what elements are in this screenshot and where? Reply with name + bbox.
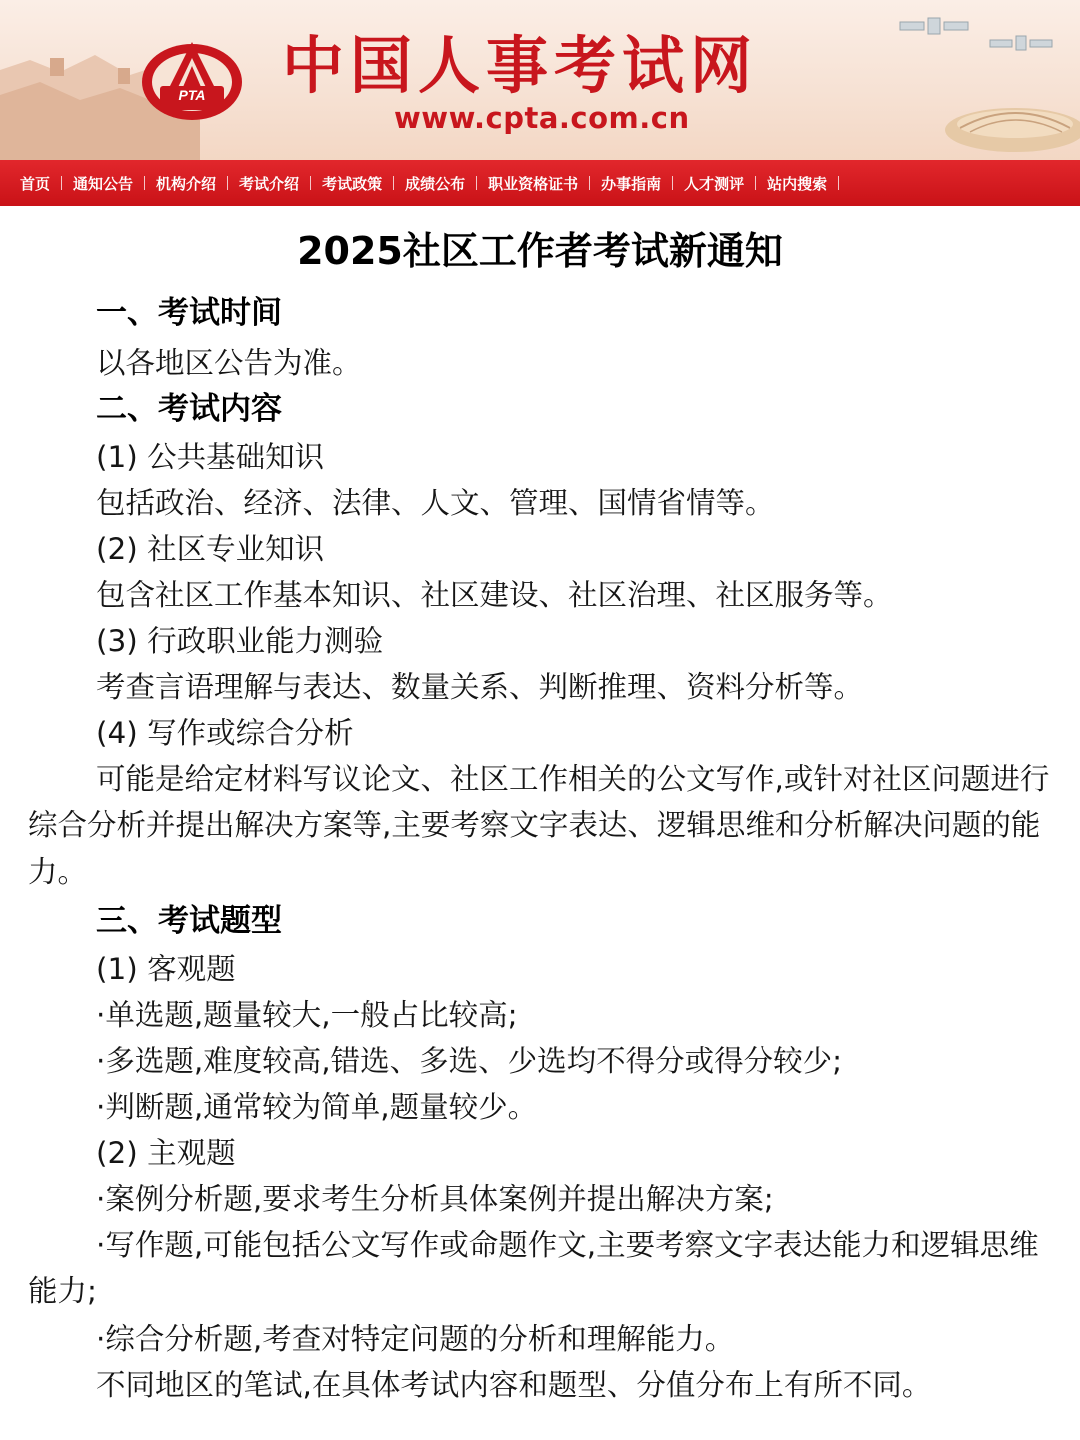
nav-exam-intro[interactable]: 考试介绍 <box>239 173 311 194</box>
bullet-writing: ·写作题,可能包括公文写作或命题作文,主要考察文字表达能力和逻辑思维能力; <box>28 1228 1039 1309</box>
exam-time-text: 以各地区公告为准。 <box>96 346 362 380</box>
bullet-multiple-choice: ·多选题,难度较高,错选、多选、少选均不得分或得分较少; <box>96 1044 843 1078</box>
satellite-stadium-illustration <box>840 0 1080 160</box>
aptitude-test-text: 考查言语理解与表达、数量关系、判断推理、资料分析等。 <box>96 670 864 704</box>
nav-service-guide[interactable]: 办事指南 <box>601 173 673 194</box>
subheading-subjective: (2) 主观题 <box>96 1136 236 1170</box>
nav-home[interactable]: 首页 <box>20 173 62 194</box>
community-knowledge-text: 包含社区工作基本知识、社区建设、社区治理、社区服务等。 <box>96 578 893 612</box>
logo-text: PTA <box>178 87 206 103</box>
subheading-objective: (1) 客观题 <box>96 952 236 986</box>
subheading-writing: (4) 写作或综合分析 <box>96 716 354 750</box>
main-navigation <box>0 160 1080 206</box>
section-heading-question-types: 三、考试题型 <box>96 903 282 939</box>
site-title[interactable]: 中国人事考试网 <box>282 29 759 102</box>
nav-announcements[interactable]: 通知公告 <box>73 173 145 194</box>
closing-note: 不同地区的笔试,在具体考试内容和题型、分值分布上有所不同。 <box>96 1368 932 1402</box>
nav-certificates[interactable]: 职业资格证书 <box>488 173 590 194</box>
bullet-case-analysis: ·案例分析题,要求考生分析具体案例并提出解决方案; <box>96 1182 774 1216</box>
article-title: 2025社区工作者考试新通知 <box>297 229 783 273</box>
nav-exam-policy[interactable]: 考试政策 <box>322 173 394 194</box>
site-header <box>0 0 1080 160</box>
nav-about[interactable]: 机构介绍 <box>156 173 228 194</box>
pta-logo-icon[interactable] <box>138 36 246 124</box>
nav-talent-assessment[interactable]: 人才测评 <box>684 173 756 194</box>
bullet-comprehensive-analysis: ·综合分析题,考查对特定问题的分析和理解能力。 <box>96 1322 735 1356</box>
writing-text: 可能是给定材料写议论文、社区工作相关的公文写作,或针对社区问题进行综合分析并提出解决方案等,主要考察文字表达、逻辑思维和分析解决问题的能力。 <box>28 762 1050 889</box>
bullet-true-false: ·判断题,通常较为简单,题量较少。 <box>96 1090 538 1124</box>
subheading-public-knowledge: (1) 公共基础知识 <box>96 440 325 474</box>
section-heading-exam-content: 二、考试内容 <box>96 391 282 427</box>
section-heading-exam-time: 一、考试时间 <box>96 295 282 331</box>
article-content <box>0 206 1080 1440</box>
public-knowledge-text: 包括政治、经济、法律、人文、管理、国情省情等。 <box>96 486 775 520</box>
bullet-single-choice: ·单选题,题量较大,一般占比较高; <box>96 998 518 1032</box>
subheading-aptitude-test: (3) 行政职业能力测验 <box>96 624 384 658</box>
site-url[interactable]: www.cpta.com.cn <box>394 101 690 135</box>
nav-site-search[interactable]: 站内搜索 <box>767 173 839 194</box>
nav-score-release[interactable]: 成绩公布 <box>405 173 477 194</box>
subheading-community-knowledge: (2) 社区专业知识 <box>96 532 325 566</box>
